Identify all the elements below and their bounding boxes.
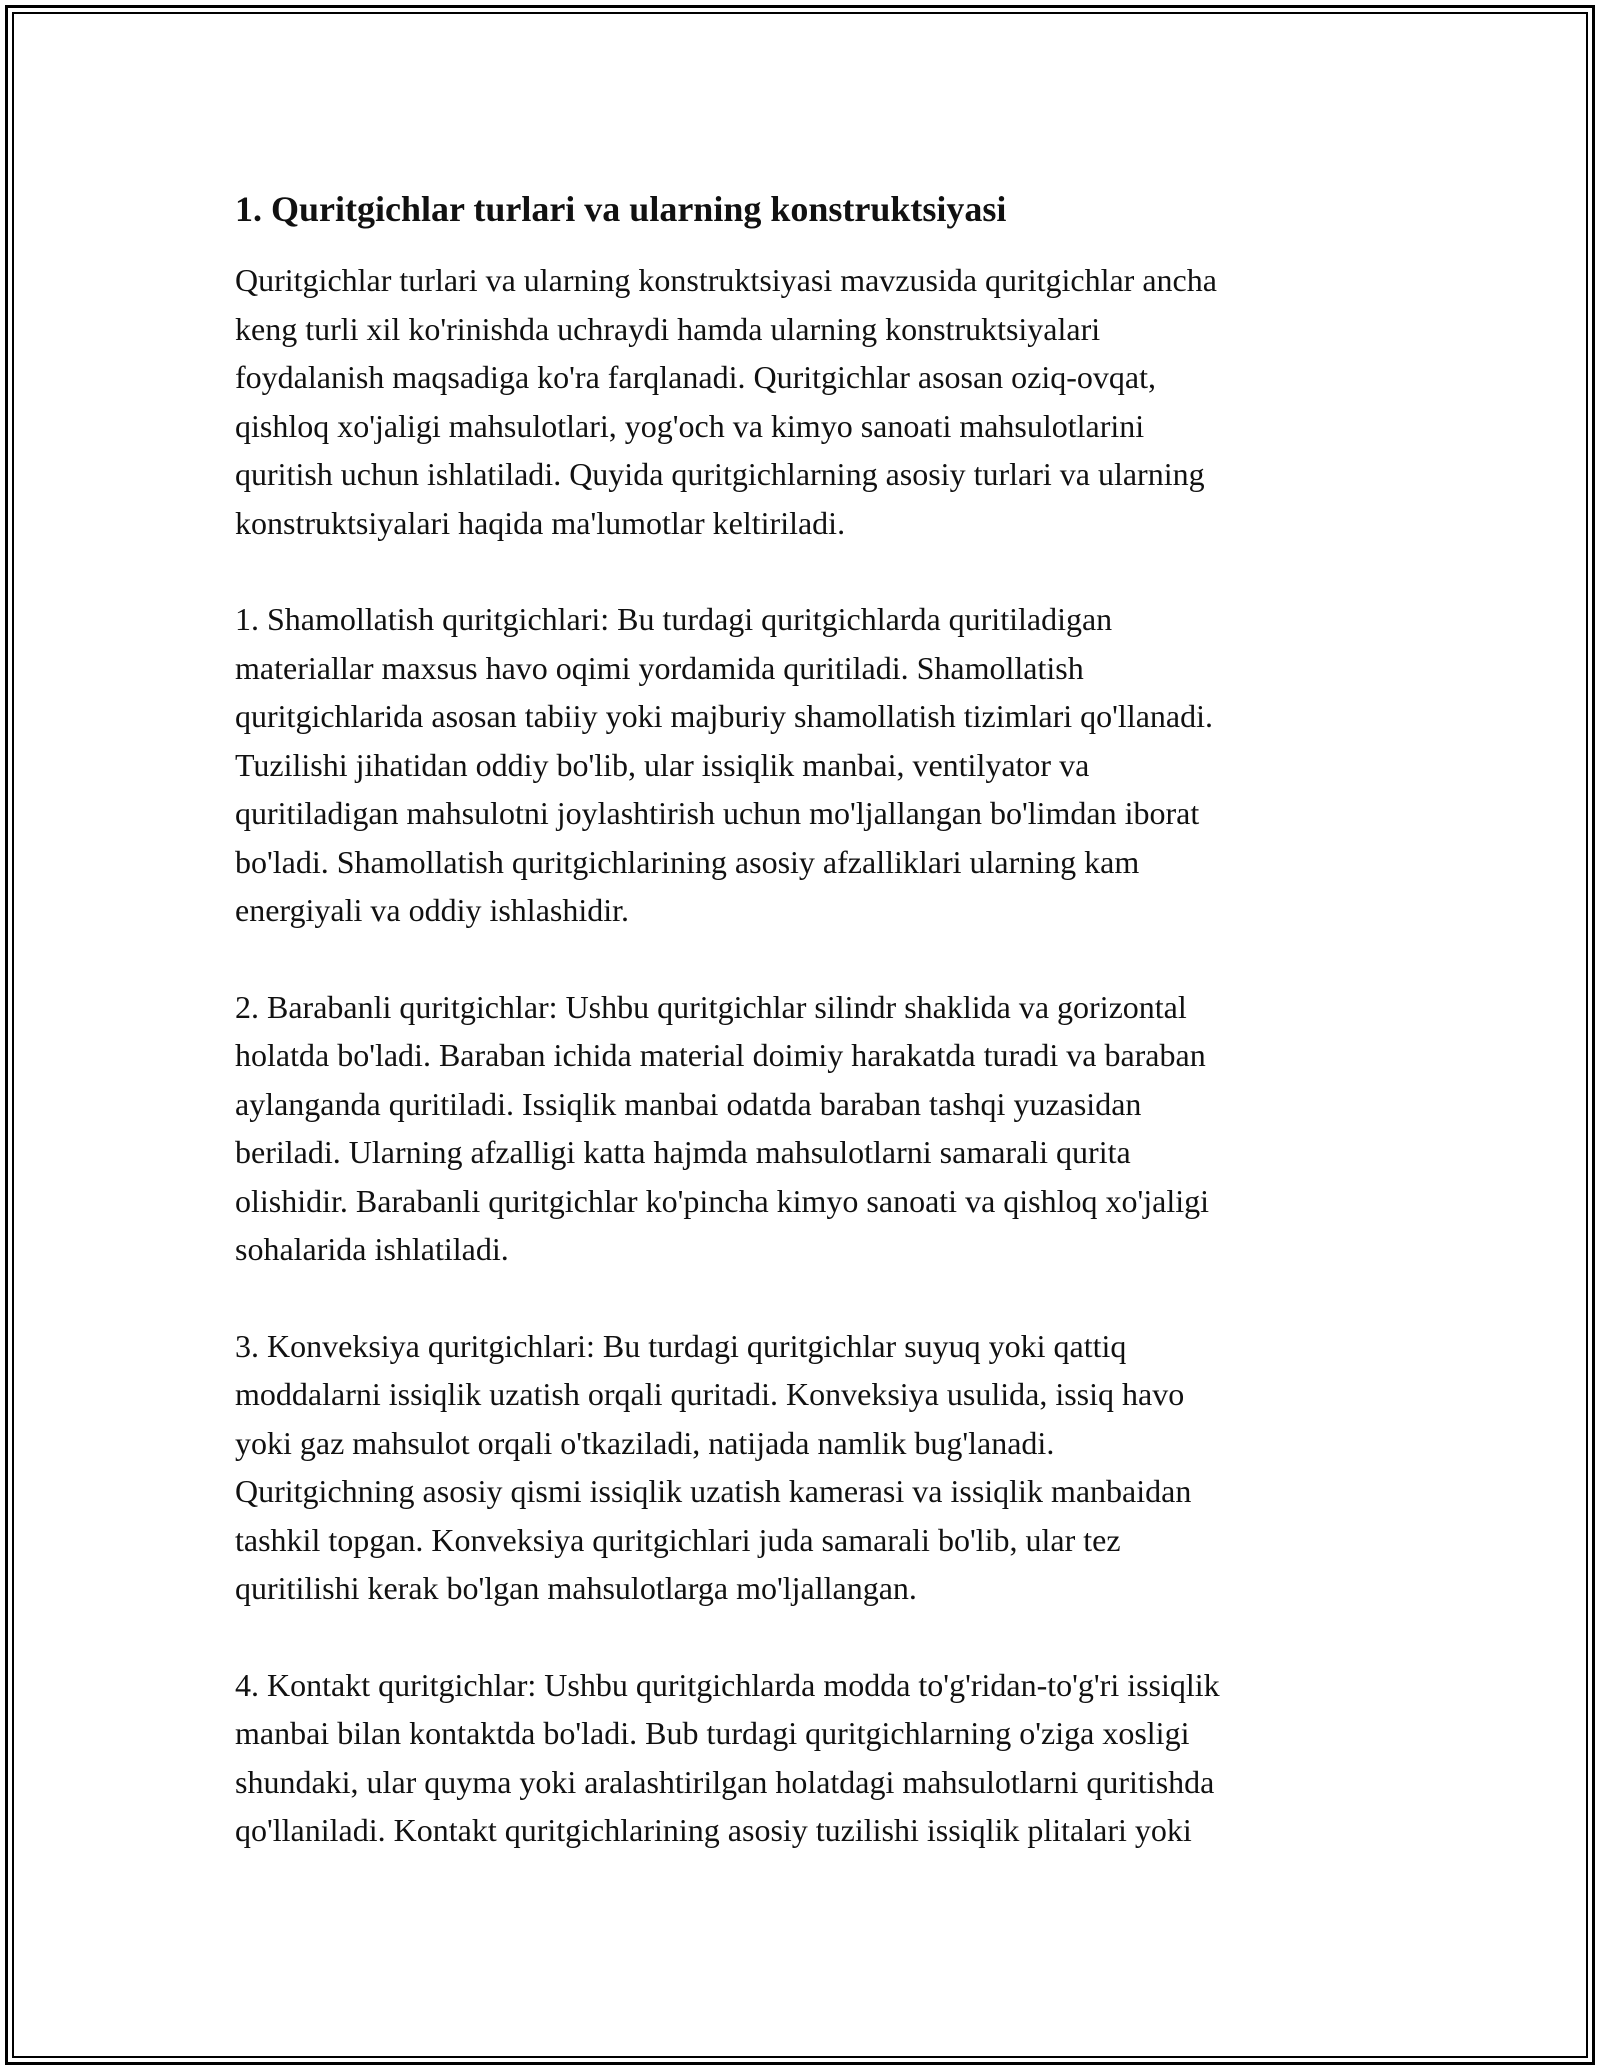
text-line: Quritgichning asosiy qismi issiqlik uzatish kamerasi va issiqlik manbaidan	[235, 1473, 1192, 1509]
text-line: olishidir. Barabanli quritgichlar ko'pincha kimyo sanoati va qishloq xo'jaligi	[235, 1182, 1210, 1219]
text-line: energiyali va oddiy ishlashidir.	[235, 892, 630, 928]
text-line: quritgichlarida asosan tabiiy yoki majburiy shamollatish tizimlari qo'llanadi.	[235, 698, 1213, 734]
text-line: beriladi. Ularning afzalligi katta hajmda mahsulotlarni samarali qurita	[235, 1134, 1131, 1170]
paragraph	[235, 1322, 1375, 1613]
text-line: konstruktsiyalari haqida ma'lumotlar keltiriladi.	[235, 504, 846, 541]
paragraph	[235, 983, 1375, 1274]
paragraph	[235, 1661, 1375, 1855]
text-line: 3. Konveksiya quritgichlari: Bu turdagi quritgichlar suyuq yoki qattiq	[235, 1327, 1127, 1364]
text-line: shundaki, ular quyma yoki aralashtirilgan holatdagi mahsulotlarni quritishda	[235, 1763, 1215, 1800]
text-line: quritish uchun ishlatiladi. Quyida quritgichlarning asosiy turlari va ularning	[235, 456, 1205, 492]
paragraph	[235, 256, 1375, 547]
text-line: foydalanish maqsadiga ko'ra farqlanadi. Quritgichlar asosan oziq-ovqat,	[235, 359, 1157, 395]
text-line: aylanganda quritiladi. Issiqlik manbai odatda baraban tashqi yuzasidan	[235, 1085, 1142, 1122]
text-line: manbai bilan kontaktda bo'ladi. Bub turdagi quritgichlarning o'ziga xosligi	[235, 1715, 1190, 1751]
document-body	[235, 186, 1375, 1855]
paragraph	[235, 595, 1375, 935]
text-line: materiallar maxsus havo oqimi yordamida quritiladi. Shamollatish	[235, 649, 1084, 686]
text-line: bo'ladi. Shamollatish quritgichlarining asosiy afzalliklari ularning kam	[235, 843, 1140, 880]
text-line: yoki gaz mahsulot orqali o'tkaziladi, natijada namlik bug'lanadi.	[235, 1424, 1055, 1461]
text-line: keng turli xil ko'rinishda uchraydi hamda ularning konstruktsiyalari	[235, 310, 1101, 347]
text-line: quritiladigan mahsulotni joylashtirish uchun mo'ljallangan bo'limdan iborat	[235, 795, 1200, 831]
section-heading: 1. Quritgichlar turlari va ularning konstruktsiyasi	[235, 189, 1007, 229]
text-line: qishloq xo'jaligi mahsulotlari, yog'och va kimyo sanoati mahsulotlarini	[235, 407, 1145, 444]
text-line: 4. Kontakt quritgichlar: Ushbu quritgichlarda modda to'g'ridan-to'g'ri issiqlik	[235, 1666, 1220, 1703]
text-line: holatda bo'ladi. Baraban ichida material doimiy harakatda turadi va baraban	[235, 1037, 1206, 1073]
text-line: 2. Barabanli quritgichlar: Ushbu quritgichlar silindr shaklida va gorizontal	[235, 988, 1187, 1025]
text-line: quritilishi kerak bo'lgan mahsulotlarga mo'ljallangan.	[235, 1570, 917, 1606]
text-line: sohalarida ishlatiladi.	[235, 1231, 509, 1267]
paragraph-list	[235, 256, 1375, 1855]
text-line: qo'llaniladi. Kontakt quritgichlarining asosiy tuzilishi issiqlik plitalari yoki	[235, 1812, 1192, 1848]
text-line: Quritgichlar turlari va ularning konstruktsiyasi mavzusida quritgichlar ancha	[235, 262, 1217, 298]
text-line: tashkil topgan. Konveksiya quritgichlari juda samarali bo'lib, ular tez	[235, 1521, 1121, 1558]
text-line: moddalarni issiqlik uzatish orqali quritadi. Konveksiya usulida, issiq havo	[235, 1376, 1185, 1412]
text-line: 1. Shamollatish quritgichlari: Bu turdagi quritgichlarda quritiladigan	[235, 601, 1113, 637]
text-line: Tuzilishi jihatidan oddiy bo'lib, ular issiqlik manbai, ventilyator va	[235, 746, 1090, 783]
